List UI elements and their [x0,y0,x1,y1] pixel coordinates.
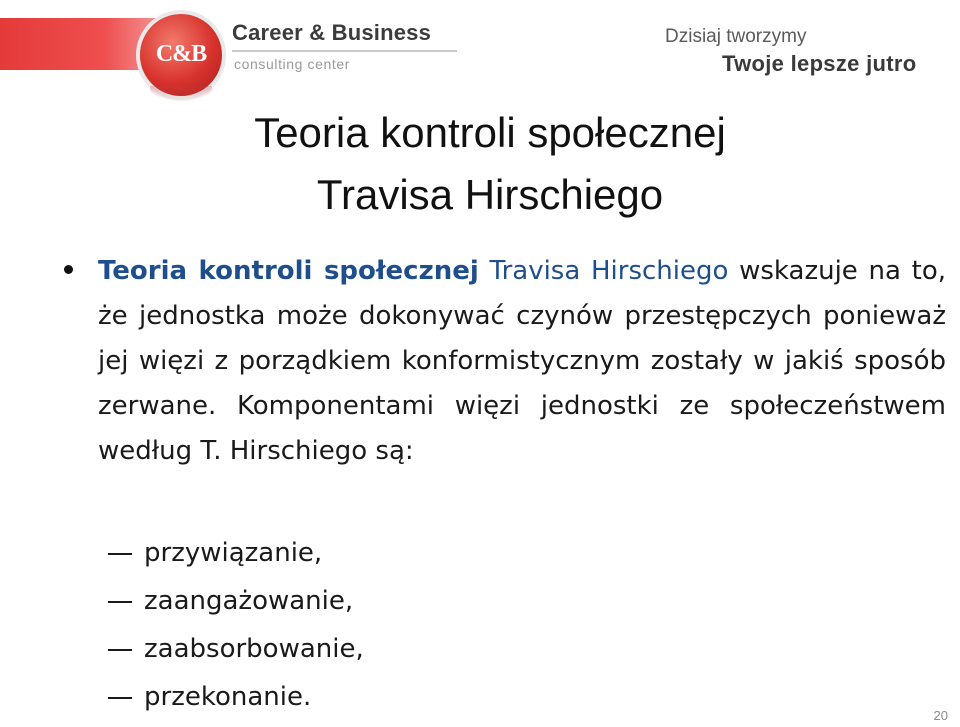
list-item-label: zaabsorbowanie, [144,634,364,664]
lead-author: Travisa Hirschiego [478,256,729,286]
slogan-line-1: Dzisiaj tworzymy [665,26,807,47]
dash-icon [108,697,132,699]
list-item-label: przywiązanie, [144,538,323,568]
dash-icon [108,649,132,651]
components-list [108,529,364,721]
logo-reflection [150,86,212,100]
brand-divider [232,50,457,52]
brand-subtitle: consulting center [234,56,351,72]
slide-title [0,102,960,226]
list-item [108,625,364,673]
dash-icon [108,553,132,555]
list-item-label: zaangażowanie, [144,586,354,616]
list-item-label: przekonanie. [144,682,312,712]
slide-title-line-1: Teoria kontroli społecznej [254,109,726,156]
company-logo [140,14,222,96]
dash-icon [108,601,132,603]
brand-name: Career & Business [232,20,432,45]
slide-title-line-2: Travisa Hirschiego [316,171,664,218]
page-number: 20 [933,708,948,723]
slogan-line-2: Twoje lepsze jutro [722,51,917,76]
list-item [108,577,364,625]
bullet-dot-icon [64,265,73,274]
list-item [108,673,364,721]
logo-text: C&B [155,41,207,67]
lead-term: Teoria kontroli społecznej [98,256,479,286]
main-paragraph [98,249,946,474]
list-item [108,529,364,577]
slide-header [0,0,960,100]
paragraph-text: wskazuje na to, że jednostka może dokonywać czynów przestępczych ponieważ jej więzi z porządkiem konformistycznym zostały w jakiś sposób zerwane. Komponentami więzi jednostki ze społeczeństwem według T. Hirschiego są: [98,256,946,466]
